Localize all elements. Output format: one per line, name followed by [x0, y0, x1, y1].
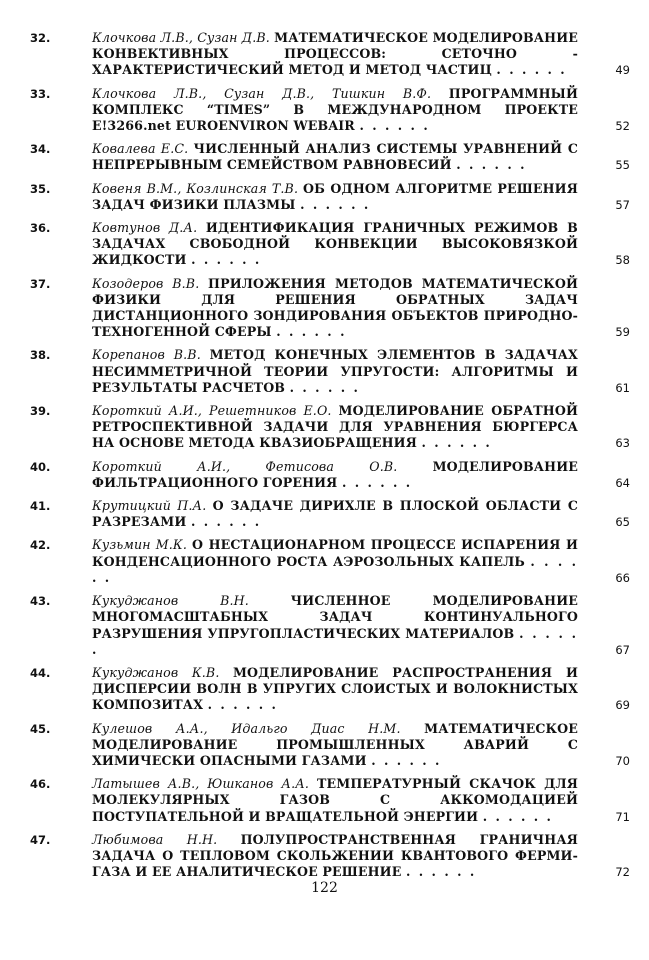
entry-page: 72: [615, 865, 630, 880]
entry-title: МОДЕЛИРОВАНИЕ РАСПРОСТРАНЕНИЯ И ДИСПЕРСИИ ВОЛН В УПРУГИХ СЛОИСТЫХ И ВОЛОКНИСТЫХ КОМПОЗИТАХ: [92, 664, 578, 713]
leader-dots: . . . . . .: [496, 62, 567, 78]
entry-title: ИДЕНТИФИКАЦИЯ ГРАНИЧНЫХ РЕЖИМОВ В ЗАДАЧАХ СВОБОДНОЙ КОНВЕКЦИИ ВЫСОКОВЯЗКОЙ ЖИДКОСТИ: [92, 220, 578, 268]
leader-dots: . . . . . .: [190, 514, 262, 530]
entry-title: ТЕМПЕРАТУРНЫЙ СКАЧОК ДЛЯ МОЛЕКУЛЯРНЫХ ГАЗОВ С АККОМОДАЦИЕЙ ПОСТУПАТЕЛЬНОЙ И ВРАЩАТЕЛЬНОЙ ЭНЕРГИИ: [92, 776, 579, 824]
toc-entry: [30, 665, 630, 714]
table-of-contents: [30, 30, 630, 887]
entry-number: 37.: [30, 276, 51, 291]
entry-number: 41.: [30, 499, 51, 514]
entry-page: 71: [615, 809, 630, 824]
toc-entry: [30, 276, 630, 341]
entry-authors: Кукуджанов К.В.: [92, 664, 233, 680]
leader-dots: . . . . . .: [191, 252, 262, 268]
entry-title: ПРОГРАММНЫЙ КОМПЛЕКС “TIMES” В МЕЖДУНАРОДНОМ ПРОЕКТЕ E!3266.net EUROENVIRON WEBAIR: [92, 85, 578, 134]
entry-page: 55: [615, 158, 630, 173]
entry-authors: Латышев А.В., Юшканов А.А.: [92, 776, 317, 792]
entry-authors: Любимова Н.Н.: [92, 831, 241, 847]
entry-page: 64: [615, 475, 630, 490]
page-number: 122: [311, 880, 338, 896]
leader-dots: . . . . . .: [341, 474, 413, 490]
entry-page: 65: [615, 515, 630, 530]
toc-entry: [30, 721, 630, 770]
entry-number: 47.: [30, 832, 51, 847]
toc-entry: [30, 181, 630, 213]
entry-page: 69: [615, 698, 630, 713]
entry-number: 43.: [30, 594, 51, 609]
leader-dots: . . . . . .: [92, 625, 578, 657]
entry-title: МАТЕМАТИЧЕСКОЕ МОДЕЛИРОВАНИЕ ПРОМЫШЛЕННЫХ АВАРИЙ С ХИМИЧЕСКИ ОПАСНЫМИ ГАЗАМИ: [92, 720, 578, 768]
entry-text: [92, 832, 578, 881]
entry-page: 61: [615, 380, 630, 395]
entry-number: 35.: [30, 181, 51, 196]
leader-dots: . . . . . .: [300, 196, 371, 212]
entry-title: МЕТОД КОНЕЧНЫХ ЭЛЕМЕНТОВ В ЗАДАЧАХ НЕСИММЕТРИЧНОЙ ТЕОРИИ УПРУГОСТИ: АЛГОРИТМЫ И РЕЗУЛЬТАТЫ РАСЧЕТОВ: [92, 347, 578, 395]
entry-authors: Крутицкий П.А.: [92, 498, 213, 514]
toc-entry: [30, 832, 630, 881]
toc-entry: [30, 347, 630, 396]
entry-page: 67: [615, 642, 630, 657]
entry-number: 44.: [30, 665, 51, 680]
entry-text: [92, 593, 578, 658]
entry-page: 59: [615, 325, 630, 340]
toc-entry: [30, 403, 630, 452]
entry-authors: Короткий А.И., Фетисова О.В.: [92, 458, 433, 474]
leader-dots: . . . . . .: [289, 379, 360, 395]
entry-authors: Кузьмин М.К.: [92, 537, 193, 553]
entry-number: 39.: [30, 404, 51, 419]
entry-text: [92, 776, 578, 825]
entry-number: 32.: [30, 31, 51, 45]
entry-title: О НЕСТАЦИОНАРНОМ ПРОЦЕССЕ ИСПАРЕНИЯ И КОНДЕНСАЦИОННОГО РОСТА АЭРОЗОЛЬНЫХ КАПЕЛЬ: [92, 537, 578, 569]
entry-title: О ЗАДАЧЕ ДИРИХЛЕ В ПЛОСКОЙ ОБЛАСТИ С РАЗРЕЗАМИ: [92, 498, 578, 530]
entry-number: 34.: [30, 142, 51, 157]
entry-number: 33.: [30, 86, 51, 101]
entry-title: ПРИЛОЖЕНИЯ МЕТОДОВ МАТЕМАТИЧЕСКОЙ ФИЗИКИ ДЛЯ РЕШЕНИЯ ОБРАТНЫХ ЗАДАЧ ДИСТАНЦИОННОГО ЗОНДИРОВАНИЯ ОБЪЕКТОВ ПРИРОДНО-ТЕХНОГЕННОЙ СФЕРЫ: [92, 275, 578, 340]
entry-authors: Кулешов А.А., Идальго Диас Н.М.: [92, 720, 425, 736]
leader-dots: . . . . . .: [406, 864, 477, 880]
leader-dots: . . . . . .: [207, 697, 278, 713]
entry-authors: Корепанов В.В.: [92, 347, 210, 363]
entry-title: ЧИСЛЕННОЕ МОДЕЛИРОВАНИЕ МНОГОМАСШТАБНЫХ ЗАДАЧ КОНТИНУАЛЬНОГО РАЗРУШЕНИЯ УПРУГОПЛАСТИЧЕСКИХ МАТЕРИАЛОВ: [92, 593, 579, 641]
entry-number: 42.: [30, 538, 51, 553]
toc-entry: [30, 86, 630, 135]
entry-number: 38.: [30, 348, 51, 363]
entry-title: МОДЕЛИРОВАНИЕ ОБРАТНОЙ РЕТРОСПЕКТИВНОЙ ЗАДАЧИ ДЛЯ УРАВНЕНИЯ БЮРГЕРСА НА ОСНОВЕ МЕТОДА КВАЗИОБРАЩЕНИЯ: [92, 403, 579, 451]
entry-authors: Кукуджанов В.Н.: [92, 593, 291, 609]
entry-text: [92, 220, 578, 269]
leader-dots: . . . . . .: [92, 553, 578, 585]
toc-entry: [30, 776, 630, 825]
toc-entry: [30, 141, 630, 173]
toc-entry: [30, 593, 630, 658]
toc-entry: [30, 30, 630, 79]
leader-dots: . . . . . .: [371, 752, 442, 768]
entry-title: ПОЛУПРОСТРАНСТВЕННАЯ ГРАНИЧНАЯ ЗАДАЧА О ТЕПЛОВОМ СКОЛЬЖЕНИИ КВАНТОВОГО ФЕРМИ-ГАЗА И ЕЕ АНАЛИТИЧЕСКОЕ РЕШЕНИЕ: [92, 831, 578, 880]
entry-number: 45.: [30, 721, 51, 736]
entry-page: 66: [615, 570, 630, 585]
toc-entry: [30, 459, 630, 491]
entry-text: [92, 86, 578, 135]
entry-text: [92, 30, 578, 79]
entry-text: [92, 537, 578, 586]
entry-number: 36.: [30, 221, 51, 236]
entry-page: 49: [615, 63, 630, 78]
leader-dots: . . . . . .: [359, 118, 430, 134]
leader-dots: . . . . . .: [456, 157, 527, 173]
entry-page: 63: [615, 436, 630, 451]
entry-authors: Короткий А.И., Решетников Е.О.: [92, 403, 339, 419]
entry-title: МАТЕМАТИЧЕСКОЕ МОДЕЛИРОВАНИЕ КОНВЕКТИВНЫХ ПРОЦЕССОВ: СЕТОЧНО - ХАРАКТЕРИСТИЧЕСКИЙ МЕТОД И МЕТОД ЧАСТИЦ: [92, 30, 579, 78]
entry-text: [92, 347, 578, 396]
entry-text: [92, 498, 578, 530]
toc-entry: [30, 220, 630, 269]
entry-text: [92, 459, 578, 491]
entry-text: [92, 403, 578, 452]
entry-page: 70: [615, 753, 630, 768]
entry-authors: Ковеня В.М., Козлинская Т.В.: [92, 180, 304, 196]
entry-text: [92, 665, 578, 714]
entry-text: [92, 721, 578, 770]
entry-text: [92, 276, 578, 341]
entry-authors: Клочкова Л.В., Сузан Д.В., Тишкин В.Ф.: [92, 85, 449, 101]
toc-entry: [30, 498, 630, 530]
entry-title: МОДЕЛИРОВАНИЕ ФИЛЬТРАЦИОННОГО ГОРЕНИЯ: [92, 458, 578, 490]
entry-page: 57: [615, 197, 630, 212]
entry-title: ЧИСЛЕННЫЙ АНАЛИЗ СИСТЕМЫ УРАВНЕНИЙ С НЕПРЕРЫВНЫМ СЕМЕЙСТВОМ РАВНОВЕСИЙ: [92, 141, 578, 173]
leader-dots: . . . . . .: [421, 435, 492, 451]
entry-page: 52: [615, 119, 630, 134]
entry-title: ОБ ОДНОМ АЛГОРИТМЕ РЕШЕНИЯ ЗАДАЧ ФИЗИКИ ПЛАЗМЫ: [92, 180, 578, 212]
leader-dots: . . . . . .: [276, 324, 347, 340]
entry-number: 46.: [30, 777, 51, 792]
entry-text: [92, 181, 578, 213]
entry-authors: Козодеров В.В.: [92, 275, 209, 291]
entry-page: 58: [615, 253, 630, 268]
entry-text: [92, 141, 578, 173]
leader-dots: . . . . . .: [482, 808, 553, 824]
toc-entry: [30, 537, 630, 586]
entry-authors: Клочкова Л.В., Сузан Д.В.: [92, 30, 275, 45]
entry-authors: Ковалева Е.С.: [92, 141, 194, 157]
entry-number: 40.: [30, 459, 51, 474]
entry-authors: Ковтунов Д.А.: [92, 220, 206, 236]
